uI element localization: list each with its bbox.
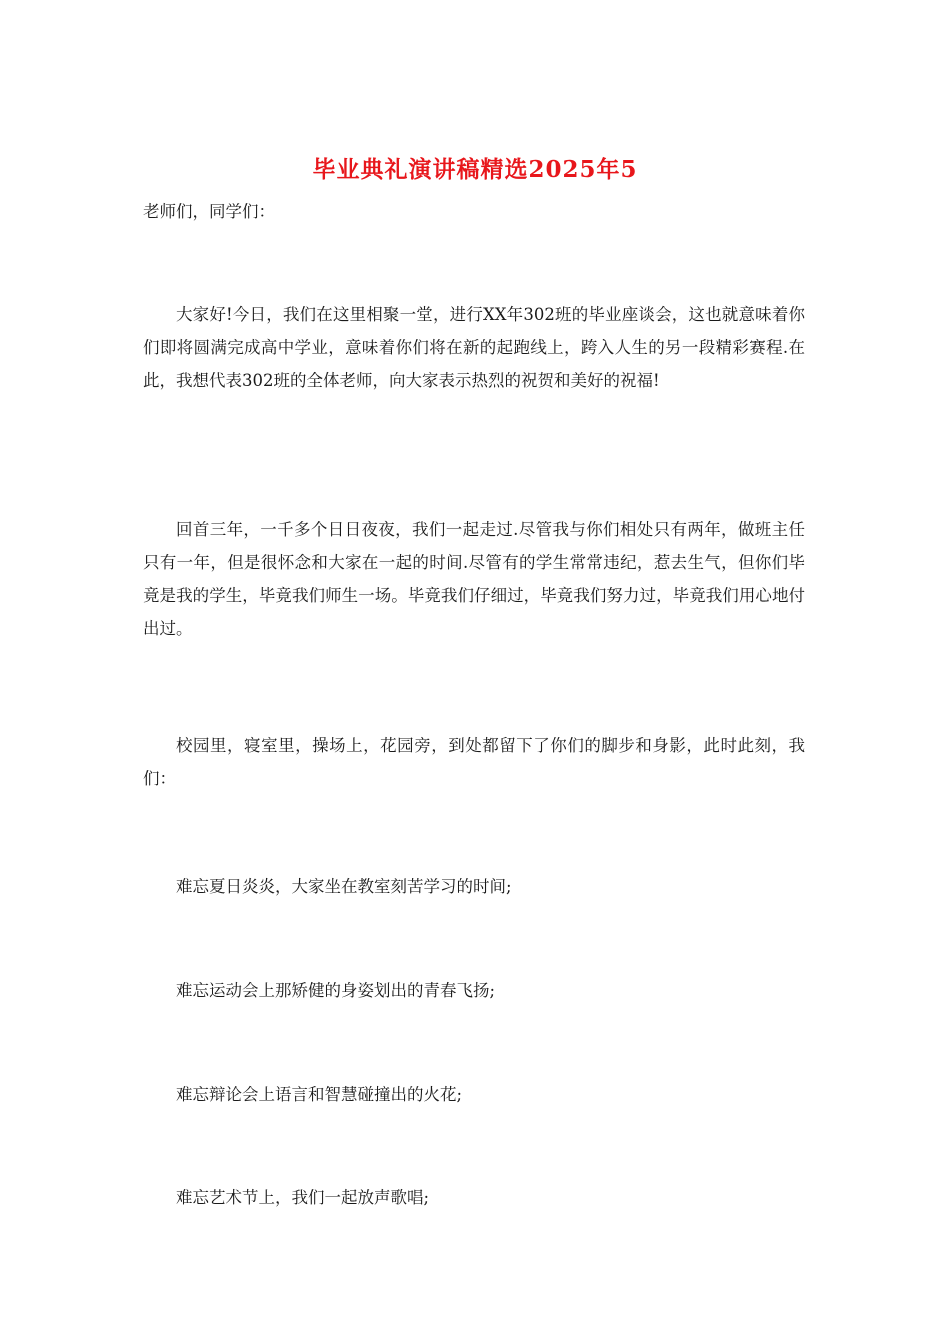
- greeting-line: 老师们，同学们：: [143, 202, 275, 221]
- paragraph-reflection: 回首三年，一千多个日日夜夜，我们一起走过.尽管我与你们相处只有两年，做班主任只有一年，但是很怀念和大家在一起的时间.尽管有的学生常常违纪，惹去生气，但你们毕竟是我的学生，毕竟我们师生一场。毕竟我们仔细过，毕竟我们努力过，毕竟我们用心地付出过。: [143, 520, 805, 638]
- paragraph-memory-study: 难忘夏日炎炎，大家坐在教室刻苦学习的时间;: [176, 877, 512, 896]
- paragraph-opening: 大家好!今日，我们在这里相聚一堂，进行XX年302班的毕业座谈会，这也就意味着你们即将圆满完成高中学业，意味着你们将在新的起跑线上，跨入人生的另一段精彩赛程.在此，我想代表302班的全体老师，向大家表示热烈的祝贺和美好的祝福!: [143, 305, 805, 390]
- paragraph-memory-sports: 难忘运动会上那矫健的身姿划出的青春飞扬;: [176, 981, 496, 1000]
- paragraph-memory-debate: 难忘辩论会上语言和智慧碰撞出的火花;: [176, 1085, 463, 1104]
- paragraph-campus: 校园里，寝室里，操场上，花园旁，到处都留下了你们的脚步和身影，此时此刻，我们：: [143, 736, 805, 788]
- paragraph-memory-arts: 难忘艺术节上，我们一起放声歌唱;: [176, 1188, 430, 1207]
- document-title: 毕业典礼演讲稿精选2025年5: [312, 156, 638, 183]
